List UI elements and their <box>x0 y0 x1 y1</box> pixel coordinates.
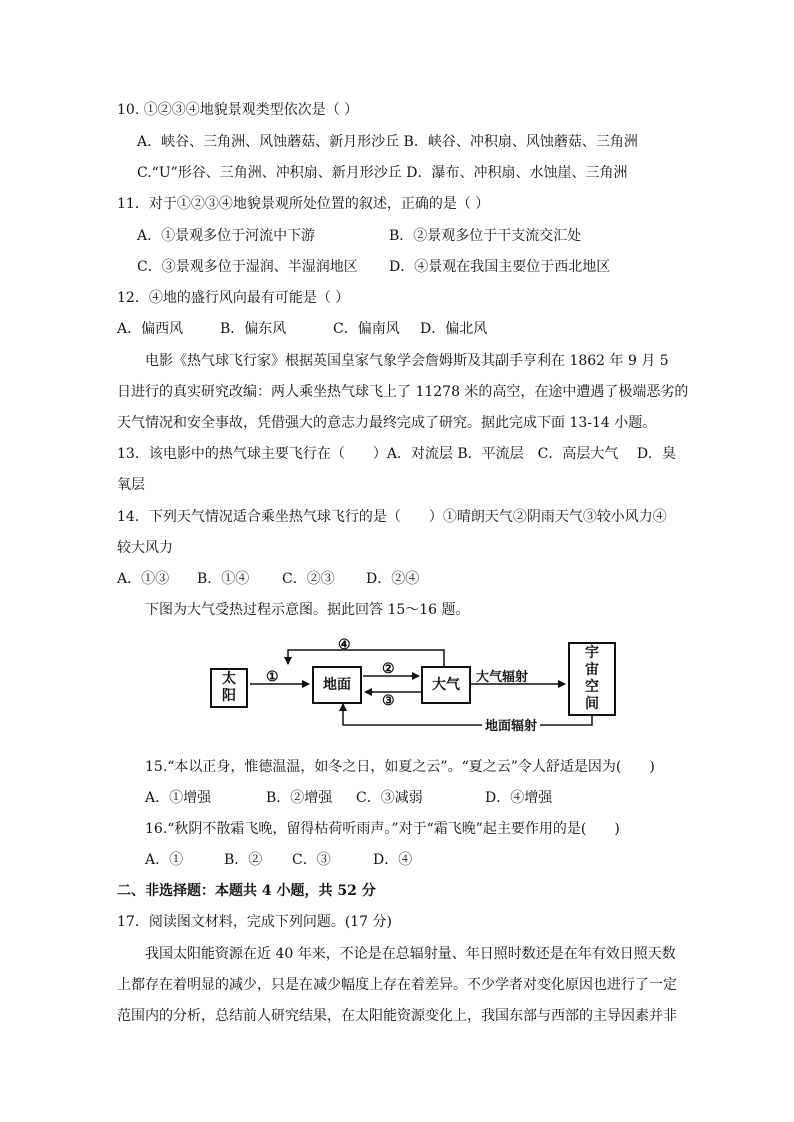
q14-line-1: 14．下列天气情况适合乘坐热气球飞行的是（ ）①晴朗天气②阴雨天气③较小风力④ <box>117 509 667 525</box>
label-atm-radiation: 大气辐射 <box>476 670 529 685</box>
atmosphere-heating-diagram <box>200 634 620 736</box>
label-3: ③ <box>382 693 395 709</box>
q11-option-c: C．③景观多位于湿润、半湿润地区 <box>137 259 358 275</box>
q14-option-c: C．②③ <box>282 571 335 587</box>
q15-option-b: B．②增强 <box>266 790 333 806</box>
q15-option-c: C．③减弱 <box>356 790 423 806</box>
passage-2-line-1: 我国太阳能资源在近 40 年来，不论是在总辐射量、年日照时数还是在年有效日照天数 <box>145 946 676 962</box>
label-4: ④ <box>338 637 351 653</box>
box-atmosphere: 大气 <box>421 666 471 704</box>
q13-line-1: 13．该电影中的热气球主要飞行在（ ）A．对流层 B．平流层 C．高层大气 D．臭 <box>117 446 677 462</box>
q14-option-b: B．①④ <box>197 571 250 587</box>
q16-option-a: A．① <box>145 852 184 868</box>
q10-options-ab: A．峡谷、三角洲、风蚀蘑菇、新月形沙丘 B．峡谷、冲积扇、风蚀蘑菇、三角洲 <box>137 134 638 150</box>
section-2-heading: 二、非选择题：本题共 4 小题，共 52 分 <box>117 883 376 899</box>
passage-1-line-2: 日进行的真实研究改编：两人乘坐热气球飞上了 11278 米的高空，在途中遭遇了极端恶劣的 <box>117 384 689 400</box>
passage-2-line-2: 上都存在着明显的减少，只是在减少幅度上存在着差异。不少学者对变化原因也进行了一定 <box>117 977 677 993</box>
q17-stem: 17．阅读图文材料，完成下列问题。(17 分) <box>117 914 393 930</box>
diagram-arrows <box>200 634 620 736</box>
q12-option-c: C．偏南风 <box>333 321 400 337</box>
q16-stem: 16.“秋阴不散霜飞晚，留得枯荷听雨声。”对于“霜飞晚”起主要作用的是( ) <box>145 821 620 837</box>
q14-line-2: 较大风力 <box>117 540 173 556</box>
box-ground: 地面 <box>312 666 362 704</box>
q16-option-d: D．④ <box>373 852 413 868</box>
q15-option-d: D．④增强 <box>485 790 553 806</box>
q15-option-a: A．①增强 <box>145 790 212 806</box>
q11-stem: 11．对于①②③④地貌景观所处位置的叙述，正确的是（ ） <box>117 196 490 212</box>
q11-option-a: A．①景观多位于河流中下游 <box>137 228 316 244</box>
box-sun: 太阳 <box>210 668 248 708</box>
label-ground-radiation: 地面辐射 <box>482 715 540 734</box>
q15-stem: 15.“本以正身，惟德温温，如冬之日，如夏之云”。“夏之云”令人舒适是因为( ) <box>145 759 655 775</box>
q12-option-d: D．偏北风 <box>420 321 488 337</box>
q13-line-2: 氧层 <box>117 477 145 493</box>
q12-option-b: B．偏东风 <box>220 321 287 337</box>
q12-stem: 12．④地的盛行风向最有可能是（ ） <box>117 290 350 306</box>
q10-stem: 10. ①②③④地貌景观类型依次是（ ） <box>117 102 359 118</box>
arrow-ground-radiation <box>343 704 592 725</box>
q14-option-a: A．①③ <box>117 571 170 587</box>
q16-option-c: C．③ <box>292 852 331 868</box>
q12-option-a: A．偏西风 <box>117 321 184 337</box>
q14-option-d: D．②④ <box>366 571 420 587</box>
q11-option-d: D．④景观在我国主要位于西北地区 <box>389 259 611 275</box>
passage-1-line-1: 电影《热气球飞行家》根据英国皇家气象学会詹姆斯及其副手亨利在 1862 年 9 月 5 <box>145 353 669 369</box>
q10-options-cd: C.“U”形谷、三角洲、冲积扇、新月形沙丘 D．瀑布、冲积扇、水蚀崖、三角洲 <box>137 165 628 181</box>
passage-1-line-3: 天气情况和安全事故，凭借强大的意志力最终完成了研究。据此完成下面 13-14 小题。 <box>117 415 657 431</box>
passage-2-line-3: 范围内的分析，总结前人研究结果，在太阳能资源变化上，我国东部与西部的主导因素并非 <box>117 1008 677 1024</box>
q16-option-b: B．② <box>224 852 263 868</box>
label-1: ① <box>266 669 279 685</box>
q11-option-b: B．②景观多位于干支流交汇处 <box>389 228 582 244</box>
label-2: ② <box>382 661 395 677</box>
q15-16-intro: 下图为大气受热过程示意图。据此回答 15～16 题。 <box>145 602 470 618</box>
box-space: 宇宙空间 <box>568 642 616 716</box>
arrow-4 <box>288 650 444 666</box>
